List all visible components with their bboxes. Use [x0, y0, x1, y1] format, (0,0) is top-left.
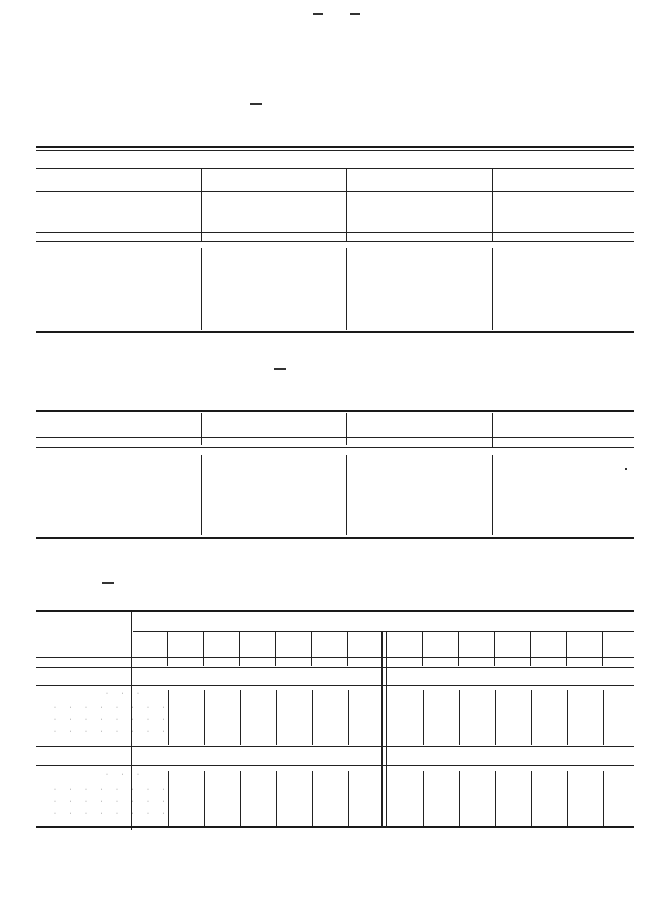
leader-dots: · · · · · · · · — [54, 799, 171, 805]
leader-dots: · · · · · · · · — [54, 811, 171, 817]
leader-dots: · · · · · · · · — [54, 787, 171, 793]
header-mark-right — [350, 13, 360, 15]
leader-dots: · · · — [106, 691, 145, 697]
section-mark-1 — [250, 103, 262, 105]
section-mark-3 — [102, 582, 114, 584]
header-mark-left — [313, 13, 323, 15]
leader-dots: · · · · · · · · — [54, 729, 171, 735]
leader-dots: · · · · · · · · — [54, 705, 171, 711]
section-mark-2 — [274, 368, 286, 370]
leader-dots: · · · · · · · · — [54, 717, 171, 723]
leader-dots: · · · — [106, 772, 145, 778]
